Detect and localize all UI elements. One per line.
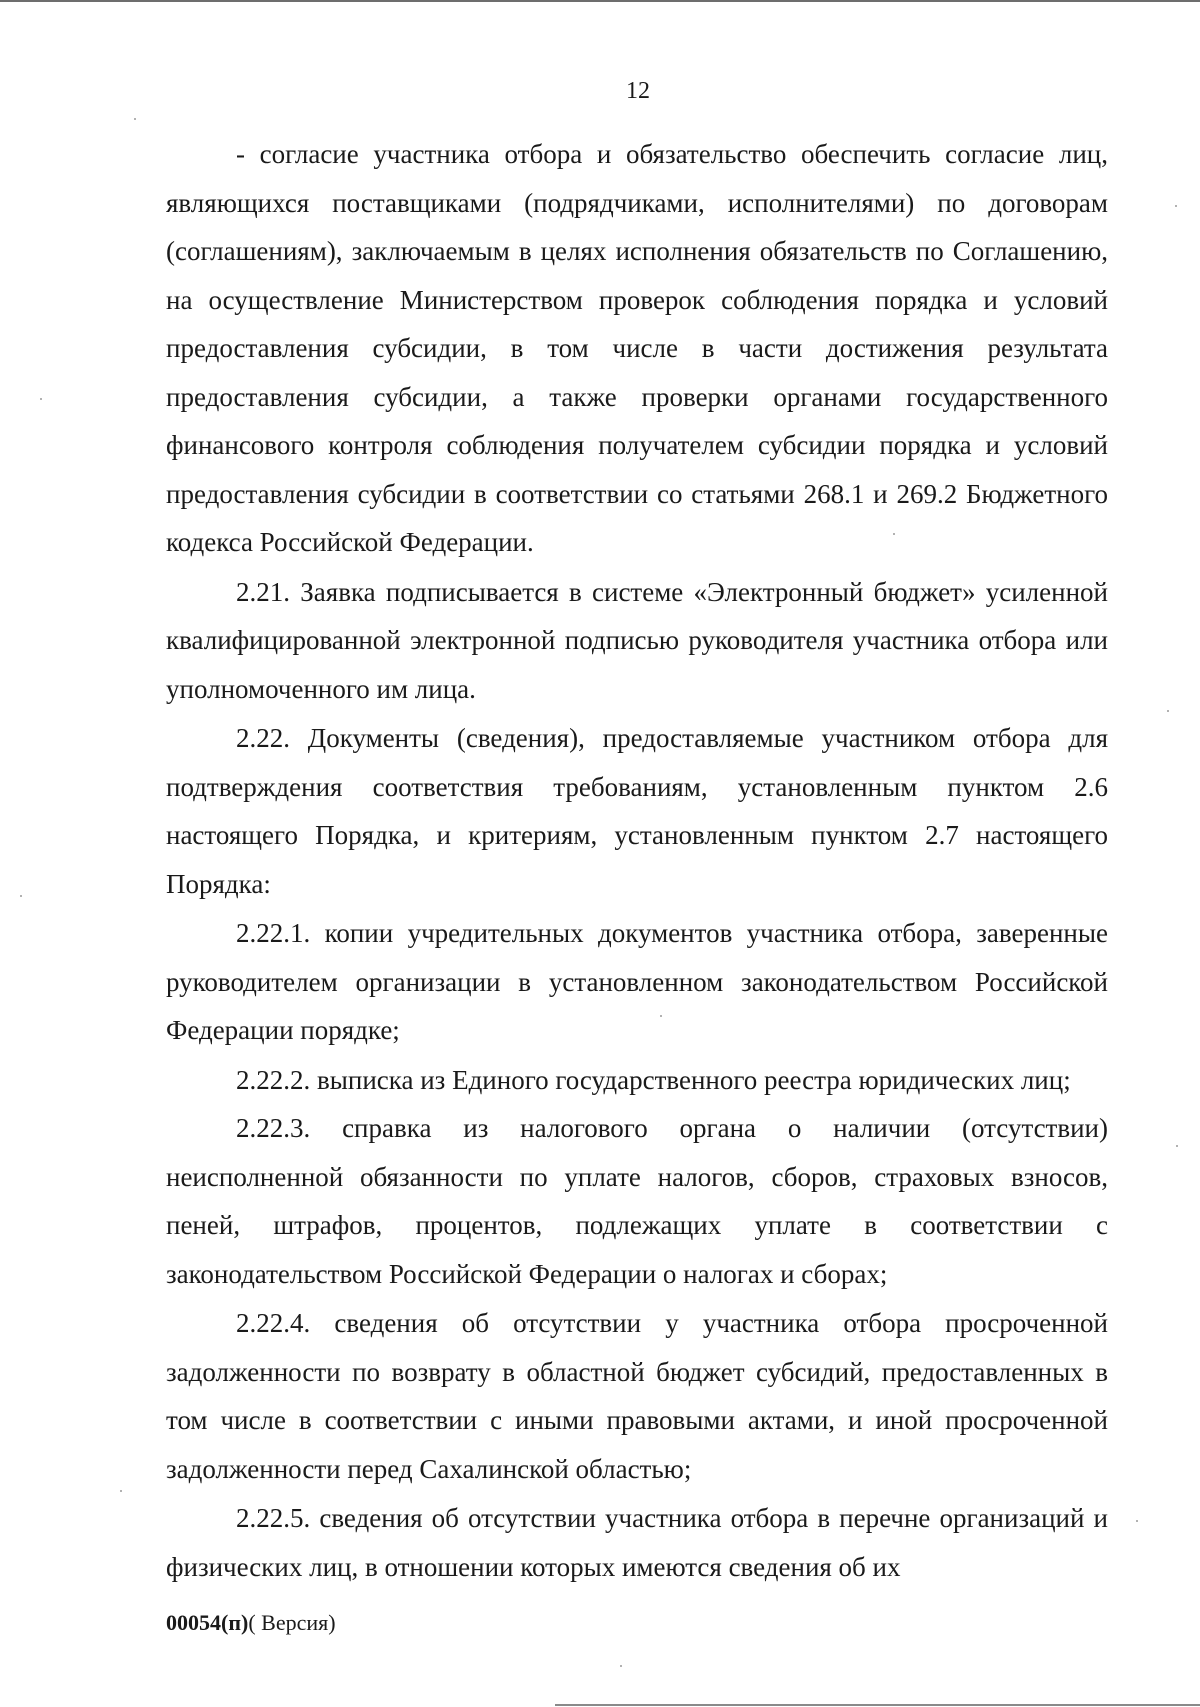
scan-speck [20,895,22,897]
scan-speck [1175,205,1177,207]
paragraph-2-22-5: 2.22.5. сведения об отсутствии участника отбора в перечне организаций и физических лиц, в отношении которых имеются сведения об их [166,1503,1108,1582]
paragraph-consent: - согласие участника отбора и обязательство обеспечить согласие лиц, являющихся поставщиками (подрядчиками, исполнителями) по договорам (соглашениям), заключаемым в целях исполнения обязательств по Соглашению, на осуществление Министерством проверок соблюдения порядка и условий предоставления субсидии, в том числе в части достижения результата предоставления субсидии, а также проверки органами государственного финансового контроля соблюдения получателем субсидии порядка и условий предоставления субсидии в соответствии со статьями 268.1 и 269.2 Бюджетного кодекса Российской Федерации. [166,139,1108,557]
scan-speck [40,398,42,400]
scan-speck [1167,710,1169,712]
paragraph-2-22-4: 2.22.4. сведения об отсутствии у участника отбора просроченной задолженности по возврату в областной бюджет субсидий, предоставленных в том числе в соответствии с иными правовыми актами, и иной просроченной задолженности перед Сахалинской областью; [166,1308,1108,1484]
document-code: 00054(п) [166,1610,249,1635]
scan-speck [620,1665,622,1667]
scan-speck [1176,1145,1178,1147]
top-border-line [0,0,1200,2]
paragraph-2-21: 2.21. Заявка подписывается в системе «Электронный бюджет» усиленной квалифицированной электронной подписью руководителя участника отбора или уполномоченного им лица. [166,576,1108,704]
scan-speck [1136,1520,1138,1522]
page-number: 12 [626,78,650,104]
bottom-border-line [555,1704,1200,1706]
paragraph-2-22-3: 2.22.3. справка из налогового органа о наличии (отсутствии) неисполненной обязанности по уплате налогов, сборов, страховых взносов, пеней, штрафов, процентов, подлежащих уплате в соответствии с законодательством Российской Федерации о налогах и сборах; [166,1113,1108,1289]
scan-speck [120,1490,122,1492]
paragraph-2-22-2: 2.22.2. выписка из Единого государственного реестра юридических лиц; [236,1064,1071,1095]
scan-speck [660,1015,662,1017]
scan-speck [134,118,136,120]
document-version: ( Версия) [248,1610,336,1635]
paragraph-2-22: 2.22. Документы (сведения), предоставляемые участником отбора для подтверждения соответствия требованиям, установленным пунктом 2.6 настоящего Порядка, и критериям, установленным пунктом 2.7 настоящего Порядка: [166,723,1108,899]
document-footer [166,1610,336,1636]
scan-speck [893,533,895,535]
paragraph-2-22-1: 2.22.1. копии учредительных документов участника отбора, заверенные руководителем организации в установленном законодательством Российской Федерации порядке; [166,918,1108,1045]
document-body [166,130,1108,1591]
